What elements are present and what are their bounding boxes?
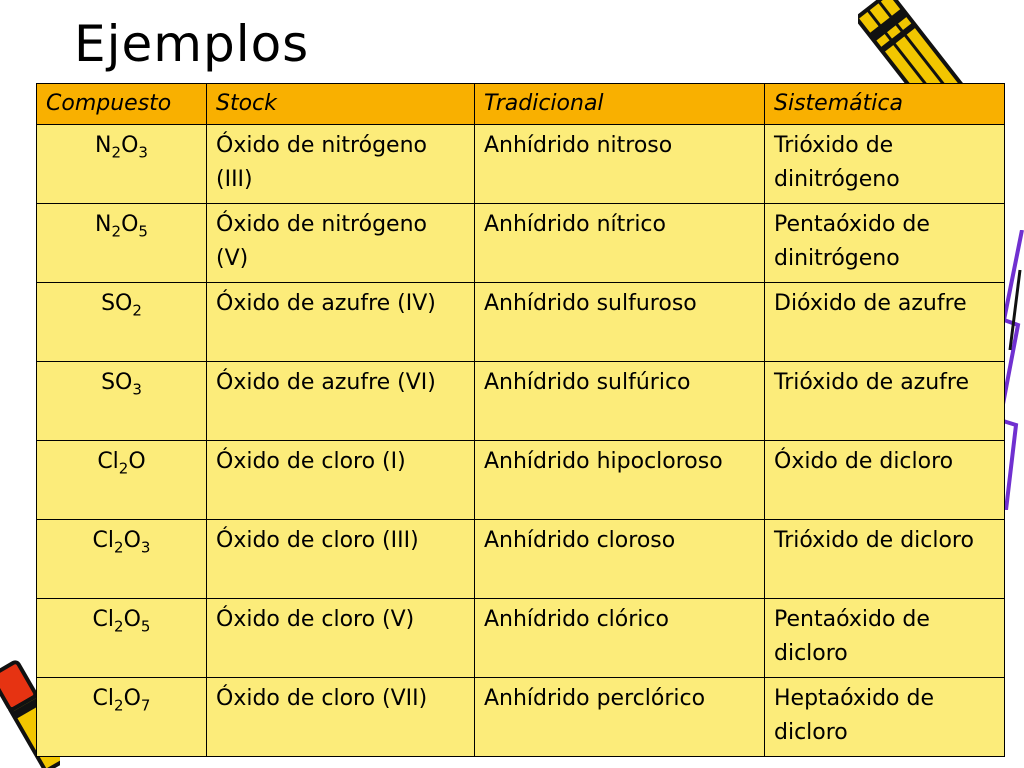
table-row xyxy=(37,362,1005,441)
cell-compuesto xyxy=(37,125,207,204)
formula-element: SO xyxy=(101,370,133,395)
header-stock: Stock xyxy=(207,84,475,125)
cell-stock: Óxido de cloro (V) xyxy=(207,599,475,678)
cell-compuesto xyxy=(37,362,207,441)
formula-element: Cl xyxy=(92,528,115,553)
cell-stock: Óxido de cloro (VII) xyxy=(207,678,475,757)
table-row xyxy=(37,678,1005,757)
cell-sistematica: Dióxido de azufre xyxy=(765,283,1005,362)
cell-tradicional: Anhídrido cloroso xyxy=(475,520,765,599)
cell-sistematica: Pentaóxido de dicloro xyxy=(765,599,1005,678)
cell-compuesto xyxy=(37,283,207,362)
formula-subscript: 2 xyxy=(114,617,124,636)
formula-element: N xyxy=(95,212,112,237)
formula-subscript: 2 xyxy=(111,222,122,241)
formula-element: O xyxy=(123,686,141,711)
cell-sistematica: Heptaóxido de dicloro xyxy=(765,678,1005,757)
cell-sistematica: Trióxido de dinitrógeno xyxy=(765,125,1005,204)
header-compuesto: Compuesto xyxy=(37,84,207,125)
cell-sistematica: Óxido de dicloro xyxy=(765,441,1005,520)
formula-subscript: 7 xyxy=(140,696,151,715)
formula-element: O xyxy=(121,133,139,158)
table-row xyxy=(37,599,1005,678)
table-row xyxy=(37,125,1005,204)
formula-subscript: 2 xyxy=(132,301,142,320)
cell-sistematica: Trióxido de azufre xyxy=(765,362,1005,441)
formula-subscript: 2 xyxy=(114,696,124,715)
formula-subscript: 5 xyxy=(140,617,151,636)
formula-subscript: 5 xyxy=(138,222,148,241)
formula-subscript: 2 xyxy=(111,143,122,162)
cell-tradicional: Anhídrido sulfuroso xyxy=(475,283,765,362)
formula-element: Cl xyxy=(92,607,115,632)
cell-tradicional: Anhídrido perclórico xyxy=(475,678,765,757)
cell-compuesto xyxy=(37,599,207,678)
cell-sistematica: Trióxido de dicloro xyxy=(765,520,1005,599)
cell-compuesto xyxy=(37,678,207,757)
cell-compuesto xyxy=(37,441,207,520)
cell-tradicional: Anhídrido clórico xyxy=(475,599,765,678)
cell-stock: Óxido de azufre (VI) xyxy=(207,362,475,441)
cell-tradicional: Anhídrido nitroso xyxy=(475,125,765,204)
cell-tradicional: Anhídrido sulfúrico xyxy=(475,362,765,441)
formula-element: O xyxy=(123,528,141,553)
oxides-table xyxy=(36,83,1005,757)
formula-subscript: 2 xyxy=(114,538,124,557)
cell-stock: Óxido de azufre (IV) xyxy=(207,283,475,362)
formula-element: Cl xyxy=(92,686,115,711)
table-row xyxy=(37,441,1005,520)
formula-subscript: 2 xyxy=(118,459,129,478)
cell-stock: Óxido de nitrógeno (III) xyxy=(207,125,475,204)
formula-element: N xyxy=(95,133,112,158)
cell-sistematica: Pentaóxido de dinitrógeno xyxy=(765,204,1005,283)
cell-compuesto xyxy=(37,204,207,283)
formula-element: O xyxy=(121,212,139,237)
cell-stock: Óxido de nitrógeno (V) xyxy=(207,204,475,283)
formula-subscript: 3 xyxy=(132,380,142,399)
cell-stock: Óxido de cloro (III) xyxy=(207,520,475,599)
formula-element: SO xyxy=(101,291,133,316)
cell-tradicional: Anhídrido nítrico xyxy=(475,204,765,283)
header-sistematica: Sistemática xyxy=(765,84,1005,125)
table-header-row xyxy=(37,84,1005,125)
formula-subscript: 3 xyxy=(138,143,148,162)
cell-tradicional: Anhídrido hipocloroso xyxy=(475,441,765,520)
formula-subscript: 3 xyxy=(140,538,151,557)
table-row xyxy=(37,283,1005,362)
table-row xyxy=(37,204,1005,283)
table-body xyxy=(37,125,1005,757)
formula-element: O xyxy=(123,607,141,632)
formula-element: O xyxy=(128,449,146,474)
table-row xyxy=(37,520,1005,599)
cell-stock: Óxido de cloro (I) xyxy=(207,441,475,520)
formula-element: Cl xyxy=(97,449,119,474)
cell-compuesto xyxy=(37,520,207,599)
slide-title: Ejemplos xyxy=(74,15,310,73)
header-tradicional: Tradicional xyxy=(475,84,765,125)
